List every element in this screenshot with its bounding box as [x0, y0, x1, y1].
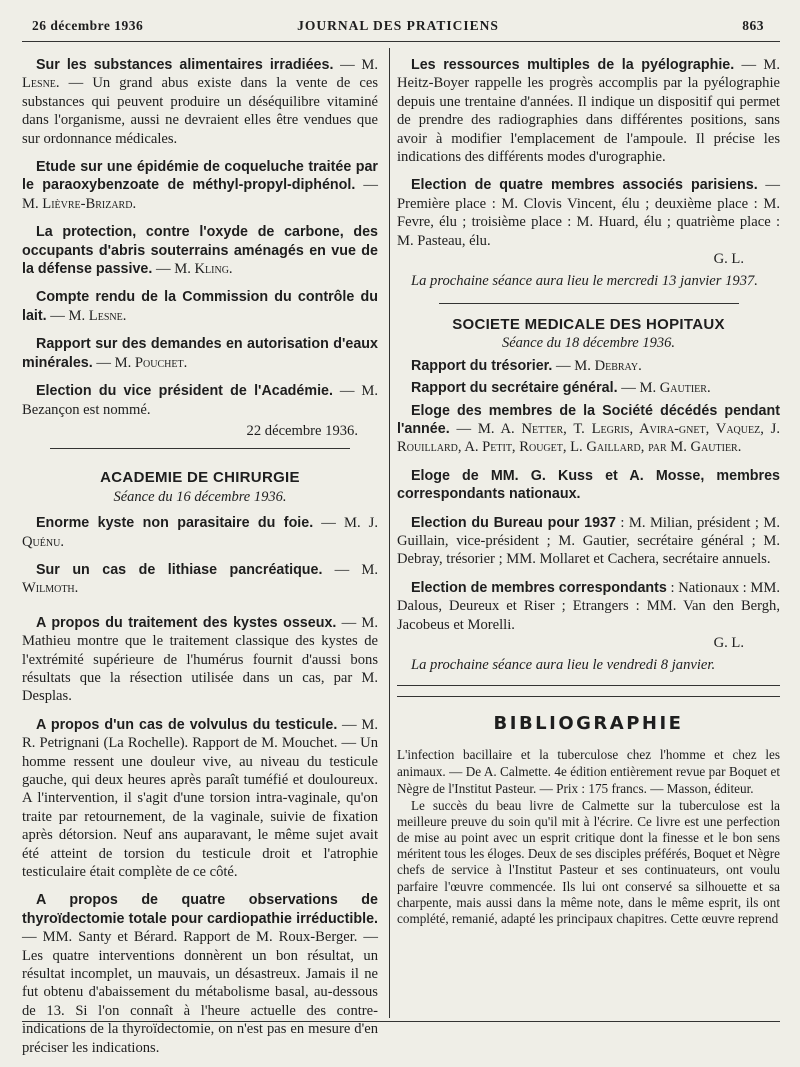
entry-title: Election du vice président de l'Académie.: [36, 383, 333, 400]
entry-controle-lait: Compte rendu de la Commission du contrôle du lait. — M. Lesne.: [22, 289, 378, 324]
entry-text: M. A. Netter, T. Legris, Avira-gnet, Vaquez, J. Rouillard, A. Petit, Rouget, L. Gaillard, par M. Gautier.: [397, 420, 780, 456]
section-subtitle: Séance du 18 décembre 1936.: [501, 335, 675, 352]
right-column: [397, 56, 780, 927]
entry-title: Les ressources multiples de la pyélographie.: [411, 57, 735, 73]
entry-author: M. Lesne.: [68, 307, 127, 324]
entry-text: M. R. Petrignani (La Rochelle). Rapport de M. Mouchet. — Un homme ressent une douleur vive, au niveau du testicule gauche, qui deux heures après paraît tuméfié et douloureux. A l'intervention, il s'agit d'une torsion intra-vaginale, qu'on traite par retournement, de la vaginale, suivie de fixation après détorsion. Neuf ans auparavant, le même sujet avait été atteint de torsion du testicule droit et l'atrophie testiculaire était complète de ce côté.: [22, 716, 379, 881]
section-title-academie-chirurgie: ACADEMIE DE CHIRURGIE: [100, 469, 300, 487]
entry-title: Eloge des membres de la Société décédés pendant l'année.: [397, 402, 780, 437]
bibliography-rule: [397, 685, 780, 697]
section-title-societe-medicale: SOCIETE MEDICALE DES HOPITAUX: [452, 315, 725, 333]
entry-coqueluche: Etude sur une épidémie de coqueluche traitée par le paraoxybenzoate de méthyl-propyl-diphénol. — M. Lièvre-Brizard.: [22, 159, 378, 212]
entry-title: Enorme kyste non parasitaire du foie.: [36, 515, 314, 532]
column-divider: [389, 48, 390, 1018]
entry-text: M. Mathieu montre que le traitement classique des kystes de l'extrémité supérieure de l'humérus fournit d'aussi bons résultats que la résection utilisée dans un cas, par M. Desplas.: [22, 614, 378, 705]
signature: G. L.: [713, 634, 744, 651]
section-subtitle: Séance du 16 décembre 1936.: [113, 488, 287, 505]
entry-text: : Nationaux : MM. Dalous, Deureux et Riser ; Etrangers : MM. Van den Bergh, Jacobeus et Morelli.: [397, 579, 780, 633]
entry-kyste-foie: Enorme kyste non parasitaire du foie. — M. J. Quénu.: [22, 515, 379, 550]
next-session-note: La prochaine séance aura lieu le vendredi 8 janvier.: [411, 657, 716, 674]
page-header: [32, 18, 764, 38]
entry-author: M. Gautier.: [639, 380, 711, 397]
entry-volvulus: A propos d'un cas de volvulus du testicule. — M. R. Petrignani (La Rochelle). Rapport de M. Mouchet. — Un homme ressent une douleur vive, au niveau du testicule gauche, qui deux heures après paraît tuméfié et douloureux. A l'intervention, il s'agit d'une torsion intra-vaginale, qu'on traite par retournement, de la vaginale, suivie de fixation après détorsion. Neuf ans auparavant, le même sujet avait été atteint de torsion du testicule droit et l'atrophie testiculaire était complète de ce côté.: [22, 716, 379, 881]
entry-pyelographie: Les ressources multiples de la pyélographie. — M. Heitz-Boyer rappelle les progrès accomplis par la pyélographie depuis une trentaine d'années. Il indique un dispositif qui permet de prendre des radiographies dans différentes positions, sans avoir à modifier l'emplacement de l'ampoule. Il précise les indications des différents modes d'urographie.: [397, 57, 780, 166]
entry-title: Rapport du trésorier.: [411, 357, 553, 374]
header-rule: [22, 41, 780, 42]
entry-author: M. Debray.: [574, 357, 642, 374]
entry-title: Sur un cas de lithiase pancréatique.: [36, 561, 323, 578]
entry-author: M. Pouchet.: [114, 354, 188, 371]
entry-election-bureau: [397, 514, 780, 569]
entry-text: MM. Santy et Bérard. Rapport de M. Roux-Berger. — Les quatre interventions donnèrent un bon résultat, un résultat incomplet, un mauvais, un désastreux. Jamais il ne fut obtenu d'abaissement du métabolisme basal, au-dessous de 13. Si l'on connaît à l'heure actuelle des contre-indications de la thyroïdectomie, on n'est pas en mesure d'en préciser les indications.: [22, 929, 378, 1056]
signature: G. L.: [713, 251, 744, 268]
entry-text: Première place : M. Clovis Vincent, élu ; deuxième place : M. Fevre, élu ; troisième place : M. Huard, élu ; quatrième place : M. Pasteau, élu.: [397, 195, 780, 249]
entry-author: M. Kling.: [174, 261, 233, 278]
session-date: 22 décembre 1936.: [246, 422, 358, 439]
entry-title: Sur les substances alimentaires irradiées.: [36, 57, 334, 73]
page-number: 863: [742, 18, 764, 33]
bibliography-reference: L'infection bacillaire et la tuberculose chez l'homme et chez les animaux. — De A. Calmette. 4e édition entièrement revue par Boquet et Nègre de l'Institut Pasteur. — Prix : 175 francs. — Masson, éditeur.: [397, 747, 780, 796]
entry-title: Compte rendu de la Commission du contrôle du lait.: [22, 289, 378, 324]
bibliography-review: Le succès du beau livre de Calmette sur la tuberculose est la meilleure preuve du soin qu'il mit à l'écrire. Ce livre est une perfection de mise au point avec un esprit critique dont la finesse et le bon sens méritent tous les éloges. Deux de ses disciples préférés, Boquet et Nègre chefs de service à l'Institut Pasteur et ses continuateurs, ont voulu parfaire l'œuvre commencée. Ils lui ont conservé sa silhouette et sa charpente, mais aussi dans la même note, dans le même esprit, ils ont complété, remanié, adapté les principaux chapitres. Cette œuvre reprend: [397, 797, 780, 926]
section-separator: [50, 448, 350, 449]
next-session-note: La prochaine séance aura lieu le mercredi 13 janvier 1937.: [411, 273, 758, 290]
entry-title: A propos du traitement des kystes osseux.: [36, 614, 337, 631]
entry-author: M. Lesne.: [22, 57, 378, 92]
entry-author: M. Lièvre-Brizard.: [22, 195, 137, 212]
left-column: [22, 56, 378, 1067]
bibliography-title: BIBLIOGRAPHIE: [493, 712, 684, 734]
entry-title: Election de membres correspondants: [411, 579, 667, 596]
header-date: 26 décembre 1936: [32, 18, 144, 33]
entry-title: Rapport sur des demandes en autorisation d'eaux minérales.: [22, 336, 378, 371]
entry-text: Un grand abus existe dans la vente de ces substances qui peuvent produire un déséquilibre vitaminé dans l'organisme, aussi ne devraient elles être vendues que sur ordonnance médicales.: [22, 75, 378, 147]
entry-title: La protection, contre l'oxyde de carbone, des occupants d'abris souterrains aménagés en vue de la défense passive.: [22, 224, 378, 278]
entry-author: M. Wilmoth.: [22, 561, 379, 597]
entry-oxyde-carbone: La protection, contre l'oxyde de carbone, des occupants d'abris souterrains aménagés en vue de la défense passive. — M. Kling.: [22, 224, 378, 278]
entry-tresorier: Rapport du trésorier. — M. Debray.: [411, 357, 642, 374]
entry-lithiase: Sur un cas de lithiase pancréatique. — M. Wilmoth.: [22, 561, 379, 597]
section-separator: [439, 303, 739, 304]
entry-eloge-kuss-mosse: [397, 467, 780, 504]
entry-title: Rapport du secrétaire général.: [411, 380, 618, 397]
entry-title: Election du Bureau pour 1937: [411, 514, 616, 531]
entry-title: A propos d'un cas de volvulus du testicule.: [36, 716, 338, 733]
entry-text: M. Bezançon est nommé.: [22, 383, 378, 418]
entry-title: Eloge de MM. G. Kuss et A. Mosse, membres correspondants nationaux.: [397, 467, 780, 503]
entry-eloge-membres: Eloge des membres de la Société décédés pendant l'année. — M. A. Netter, T. Legris, Avira-gnet, Vaquez, J. Rouillard, A. Petit, Rouget, L. Gaillard, par M. Gautier.: [397, 402, 780, 456]
journal-title: JOURNAL DES PRATICIENS: [297, 18, 499, 33]
entry-secretaire: Rapport du secrétaire général. — M. Gautier.: [411, 380, 711, 397]
entry-membres-associes: Election de quatre membres associés parisiens. — Première place : M. Clovis Vincent, élu ; deuxième place : M. Fevre, élu ; troisième place : M. Huard, élu ; quatrième place : M. Pasteau, élu.: [397, 177, 780, 249]
entry-kystes-osseux: A propos du traitement des kystes osseux. — M. Mathieu montre que le traitement classique des kystes de l'extrémité supérieure de l'humérus fournit d'aussi bons résultats que la résection utilisée dans un cas, par M. Desplas.: [22, 614, 378, 705]
entry-vice-president: Election du vice président de l'Académie. — M. Bezançon est nommé.: [22, 383, 378, 418]
entry-title: A propos de quatre observations de thyroïdectomie totale pour cardiopathie irréductible.: [22, 892, 378, 927]
entry-membres-correspondants: [397, 579, 780, 634]
entry-title: Election de quatre membres associés parisiens.: [411, 177, 758, 194]
entry-author: M. J. Quénu.: [22, 515, 379, 550]
entry-text: : M. Milian, président ; M. Guillain, vice-président ; M. Gautier, secrétaire général ; M. Debray, trésorier ; MM. Mollaret et Cachera, secrétaire annuels.: [397, 514, 780, 568]
entry-text: M. Heitz-Boyer rappelle les progrès accomplis par la pyélographie depuis une trentaine d'années. Il indique un dispositif qui permet de prendre des radiographies dans différentes positions, sans avoir à modifier l'emplacement de l'ampoule. Il précise les indications des différents modes d'urographie.: [397, 57, 780, 166]
entry-eaux-minerales: Rapport sur des demandes en autorisation d'eaux minérales. — M. Pouchet.: [22, 336, 378, 371]
entry-substances-irradiees: Sur les substances alimentaires irradiées. — M. Lesne. — Un grand abus existe dans la vente de ces substances qui peuvent produire un déséquilibre vitaminé dans l'organisme, aussi ne devraient elles être vendues que sur ordonnance médicales.: [22, 57, 378, 147]
entry-title: Etude sur une épidémie de coqueluche traitée par le paraoxybenzoate de méthyl-propyl-diphénol.: [22, 159, 378, 194]
footer-rule: [22, 1021, 780, 1022]
entry-thyroidectomie: A propos de quatre observations de thyroïdectomie totale pour cardiopathie irréductible. — MM. Santy et Bérard. Rapport de M. Roux-Berger. — Les quatre interventions donnèrent un bon résultat, un résultat incomplet, un mauvais, un désastreux. Jamais il ne fut obtenu d'abaissement du métabolisme basal, au-dessous de 13. Si l'on connaît à l'heure actuelle des contre-indications de la thyroïdectomie, on n'est pas en mesure d'en préciser les indications.: [22, 892, 378, 1056]
